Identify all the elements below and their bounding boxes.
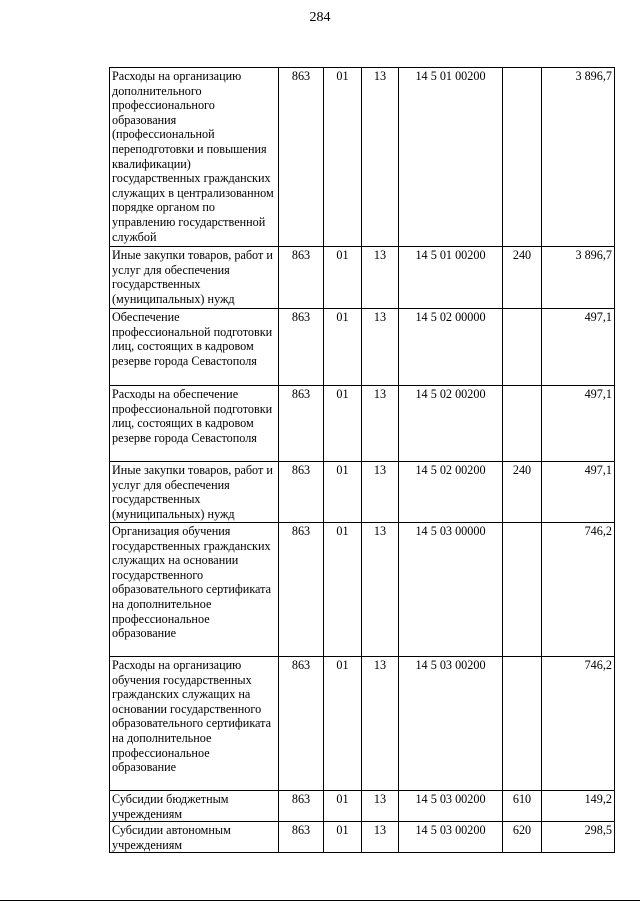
- amount-value: 298,5: [542, 822, 615, 853]
- target-article-code: 14 5 03 00200: [399, 657, 503, 791]
- subsection-code: 13: [362, 822, 399, 853]
- section-code: 01: [324, 68, 362, 247]
- amount-value: 746,2: [542, 657, 615, 791]
- item-name: Субсидии автономным учреждениям: [110, 822, 279, 853]
- item-name: Субсидии бюджетным учреждениям: [110, 791, 279, 822]
- section-code: 01: [324, 309, 362, 386]
- section-code: 01: [324, 822, 362, 853]
- table-row: [110, 386, 615, 462]
- amount-value: 149,2: [542, 791, 615, 822]
- amount-value: 497,1: [542, 386, 615, 462]
- target-article-code: 14 5 03 00000: [399, 523, 503, 657]
- target-article-code: 14 5 03 00200: [399, 791, 503, 822]
- table-row: [110, 68, 615, 247]
- ministry-code: 863: [279, 462, 324, 523]
- section-code: 01: [324, 462, 362, 523]
- amount-value: 3 896,7: [542, 247, 615, 309]
- target-article-code: 14 5 02 00200: [399, 386, 503, 462]
- expense-type-code: 240: [503, 247, 542, 309]
- expense-type-code: 610: [503, 791, 542, 822]
- item-name: Расходы на организацию дополнительного профессионального образования (профессиональной переподготовки и повышения квалификации) государственных гражданских служащих в централизованном порядке органом по управлению государственной службой: [110, 68, 279, 247]
- amount-value: 497,1: [542, 309, 615, 386]
- table-row: [110, 657, 615, 791]
- table-row: [110, 822, 615, 853]
- table-row: [110, 462, 615, 523]
- item-name: Организация обучения государственных гражданских служащих на основании государственного образовательного сертификата на дополнительное профессиональное образование: [110, 523, 279, 657]
- ministry-code: 863: [279, 822, 324, 853]
- table-row: [110, 791, 615, 822]
- ministry-code: 863: [279, 523, 324, 657]
- ministry-code: 863: [279, 791, 324, 822]
- ministry-code: 863: [279, 68, 324, 247]
- section-code: 01: [324, 523, 362, 657]
- section-code: 01: [324, 386, 362, 462]
- target-article-code: 14 5 02 00000: [399, 309, 503, 386]
- subsection-code: 13: [362, 68, 399, 247]
- page-number: 284: [309, 10, 331, 25]
- item-name: Иные закупки товаров, работ и услуг для обеспечения государственных (муниципальных) нужд: [110, 247, 279, 309]
- target-article-code: 14 5 03 00200: [399, 822, 503, 853]
- table-row: [110, 247, 615, 309]
- item-name: Иные закупки товаров, работ и услуг для обеспечения государственных (муниципальных) нужд: [110, 462, 279, 523]
- target-article-code: 14 5 01 00200: [399, 68, 503, 247]
- subsection-code: 13: [362, 462, 399, 523]
- expense-type-code: [503, 657, 542, 791]
- subsection-code: 13: [362, 309, 399, 386]
- ministry-code: 863: [279, 247, 324, 309]
- subsection-code: 13: [362, 791, 399, 822]
- section-code: 01: [324, 247, 362, 309]
- amount-value: 497,1: [542, 462, 615, 523]
- ministry-code: 863: [279, 386, 324, 462]
- expense-type-code: 620: [503, 822, 542, 853]
- expense-type-code: 240: [503, 462, 542, 523]
- page-bottom-rule: [0, 900, 640, 901]
- target-article-code: 14 5 02 00200: [399, 462, 503, 523]
- subsection-code: 13: [362, 657, 399, 791]
- subsection-code: 13: [362, 247, 399, 309]
- ministry-code: 863: [279, 657, 324, 791]
- budget-table: [109, 67, 615, 853]
- expense-type-code: [503, 386, 542, 462]
- amount-value: 746,2: [542, 523, 615, 657]
- table-row: [110, 523, 615, 657]
- item-name: Расходы на организацию обучения государственных гражданских служащих на основании государственного образовательного сертификата на дополнительное профессиональное образование: [110, 657, 279, 791]
- table-row: [110, 309, 615, 386]
- expense-type-code: [503, 68, 542, 247]
- section-code: 01: [324, 657, 362, 791]
- subsection-code: 13: [362, 523, 399, 657]
- item-name: Обеспечение профессиональной подготовки лиц, состоящих в кадровом резерве города Севастополя: [110, 309, 279, 386]
- ministry-code: 863: [279, 309, 324, 386]
- target-article-code: 14 5 01 00200: [399, 247, 503, 309]
- section-code: 01: [324, 791, 362, 822]
- item-name: Расходы на обеспечение профессиональной подготовки лиц, состоящих в кадровом резерве города Севастополя: [110, 386, 279, 462]
- expense-type-code: [503, 523, 542, 657]
- amount-value: 3 896,7: [542, 68, 615, 247]
- subsection-code: 13: [362, 386, 399, 462]
- expense-type-code: [503, 309, 542, 386]
